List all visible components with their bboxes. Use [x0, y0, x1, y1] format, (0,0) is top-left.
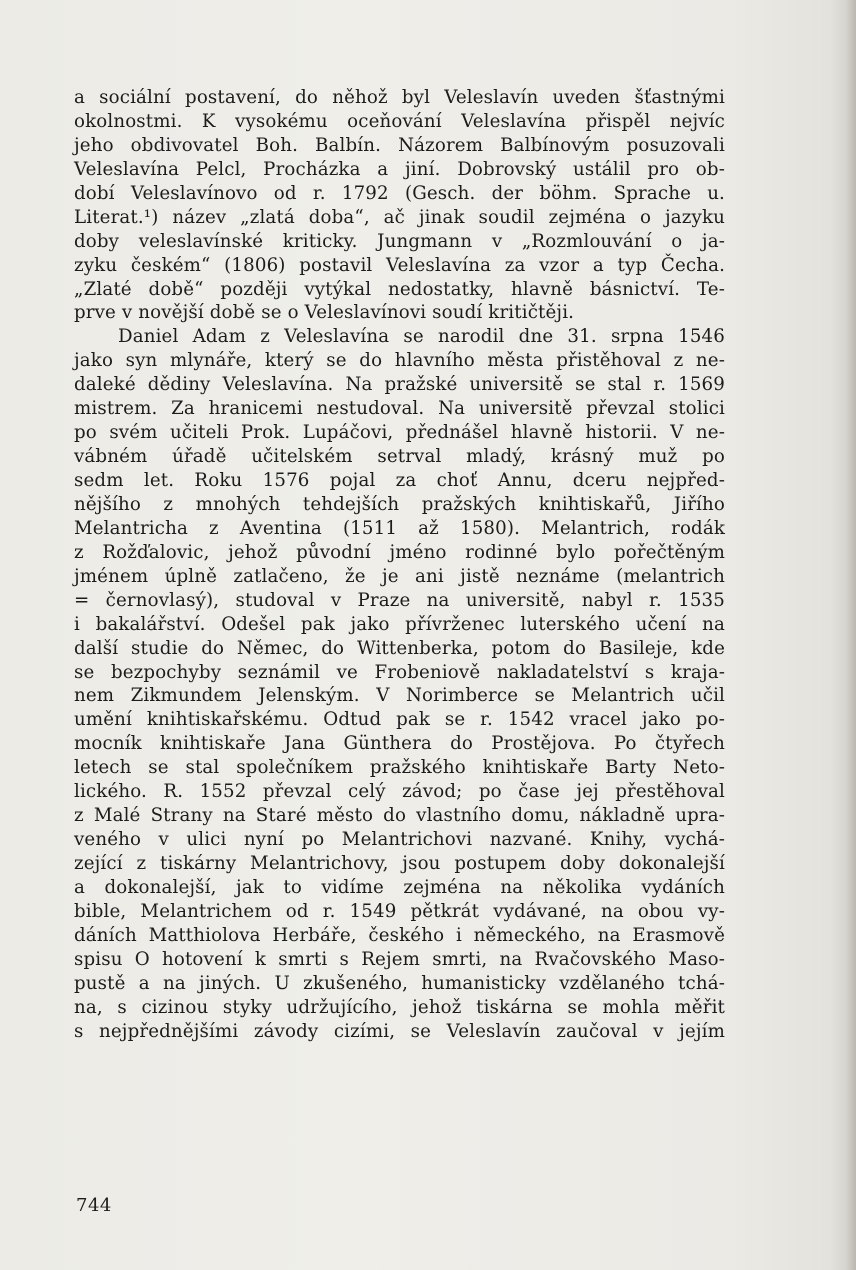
- text-line: daleké dědiny Veleslavína. Na pražské universitě se stal r. 1569: [74, 374, 725, 396]
- text-line: zyku českém“ (1806) postavil Veleslavína za vzor a typ Čecha.: [74, 254, 725, 276]
- text-line: Melantricha z Aventina (1511 až 1580). Melantrich, rodák: [74, 517, 725, 539]
- text-line: bible, Melantrichem od r. 1549 pětkrát vydávané, na obou vy-: [74, 900, 725, 922]
- text-line: se bezpochyby seznámil ve Frobeniově nakladatelství s kraja-: [74, 661, 725, 683]
- text-line: po svém učiteli Prok. Lupáčovi, přednášel hlavně historii. V ne-: [74, 422, 725, 444]
- text-line: veného v ulici nyní po Melantrichovi nazvané. Knihy, vychá-: [74, 829, 725, 851]
- text-line: další studie do Němec, do Wittenberka, potom do Basileje, kde: [74, 637, 725, 659]
- text-line: jako syn mlynáře, který se do hlavního města přistěhoval z ne-: [74, 350, 725, 372]
- text-line: „Zlaté době“ později vytýkal nedostatky, hlavně básnictví. Te-: [74, 278, 725, 300]
- text-line: z Malé Strany na Staré město do vlastního domu, nákladně upra-: [74, 805, 725, 827]
- text-line: a sociální postavení, do něhož byl Veleslavín uveden šťastnými: [74, 87, 725, 108]
- text-line: prve v novější době se o Veleslavínovi soudí kritičtěji.: [74, 302, 575, 324]
- text-line: dáních Matthiolova Herbáře, českého i německého, na Erasmově: [74, 924, 725, 946]
- text-line: jeho obdivovatel Boh. Balbín. Názorem Balbínovým posuzovali: [74, 134, 725, 156]
- text-line: na, s cizinou styky udržujícího, jehož tiskárna se mohla měřit: [74, 996, 725, 1018]
- text-line: doby veleslavínské kriticky. Jungmann v „Rozmlouvání o ja-: [74, 230, 725, 252]
- page-edge-shadow: [846, 0, 856, 1270]
- text-line: = černovlasý), studoval v Praze na universitě, nabyl r. 1535: [74, 589, 725, 611]
- text-line: spisu O hotovení k smrti s Rejem smrti, na Rvačovského Maso-: [74, 948, 725, 970]
- text-line: Literat.¹) název „zlatá doba“, ač jinak soudil zejména o jazyku: [74, 206, 725, 228]
- text-line: dobí Veleslavínovo od r. 1792 (Gesch. der böhm. Sprache u.: [74, 182, 725, 204]
- text-line: i bakalářství. Odešel pak jako přívrženec luterského učení na: [74, 613, 725, 635]
- text-line: Daniel Adam z Veleslavína se narodil dne 31. srpna 1546: [118, 326, 725, 348]
- text-line: mocník knihtiskaře Jana Günthera do Prostějova. Po čtyřech: [74, 733, 725, 755]
- text-line: Veleslavína Pelcl, Procházka a jiní. Dobrovský ustálil pro ob-: [74, 158, 725, 180]
- text-line: nějšího z mnohých tehdejších pražských knihtiskařů, Jiřího: [74, 493, 725, 515]
- text-line: jménem úplně zatlačeno, že je ani jistě neznáme (melantrich: [74, 565, 725, 587]
- text-line: lického. R. 1552 převzal celý závod; po čase jej přestěhoval: [74, 781, 725, 803]
- text-line: umění knihtiskařskému. Odtud pak se r. 1542 vracel jako po-: [74, 709, 725, 731]
- text-line: vábném úřadě učitelském setrval mladý, krásný muž po: [74, 446, 725, 468]
- text-line: pustě a na jiných. U zkušeného, humanisticky vzdělaného tchá-: [74, 972, 725, 994]
- text-line: a dokonalejší, jak to vidíme zejména na několika vydáních: [74, 876, 725, 898]
- text-line: z Rožďalovic, jehož původní jméno rodinné bylo pořečtěným: [74, 541, 725, 563]
- text-line: nem Zikmundem Jelenským. V Norimberce se Melantrich učil: [74, 685, 725, 707]
- text-line: zející z tiskárny Melantrichovy, jsou postupem doby dokonalejší: [74, 853, 725, 874]
- text-line: s nejpřednějšími závody cizími, se Veleslavín zaučoval v jejím: [74, 1020, 725, 1042]
- text-line: sedm let. Roku 1576 pojal za choť Annu, dceru nejpřed-: [74, 470, 725, 491]
- text-line: okolnostmi. K vysokému oceňování Veleslavína přispěl nejvíc: [74, 110, 725, 132]
- page-number: 744: [76, 1195, 112, 1216]
- body-text: [74, 86, 725, 1044]
- text-line: letech se stal společníkem pražského knihtiskaře Barty Neto-: [74, 757, 725, 779]
- text-line: mistrem. Za hranicemi nestudoval. Na universitě převzal stolici: [74, 398, 725, 420]
